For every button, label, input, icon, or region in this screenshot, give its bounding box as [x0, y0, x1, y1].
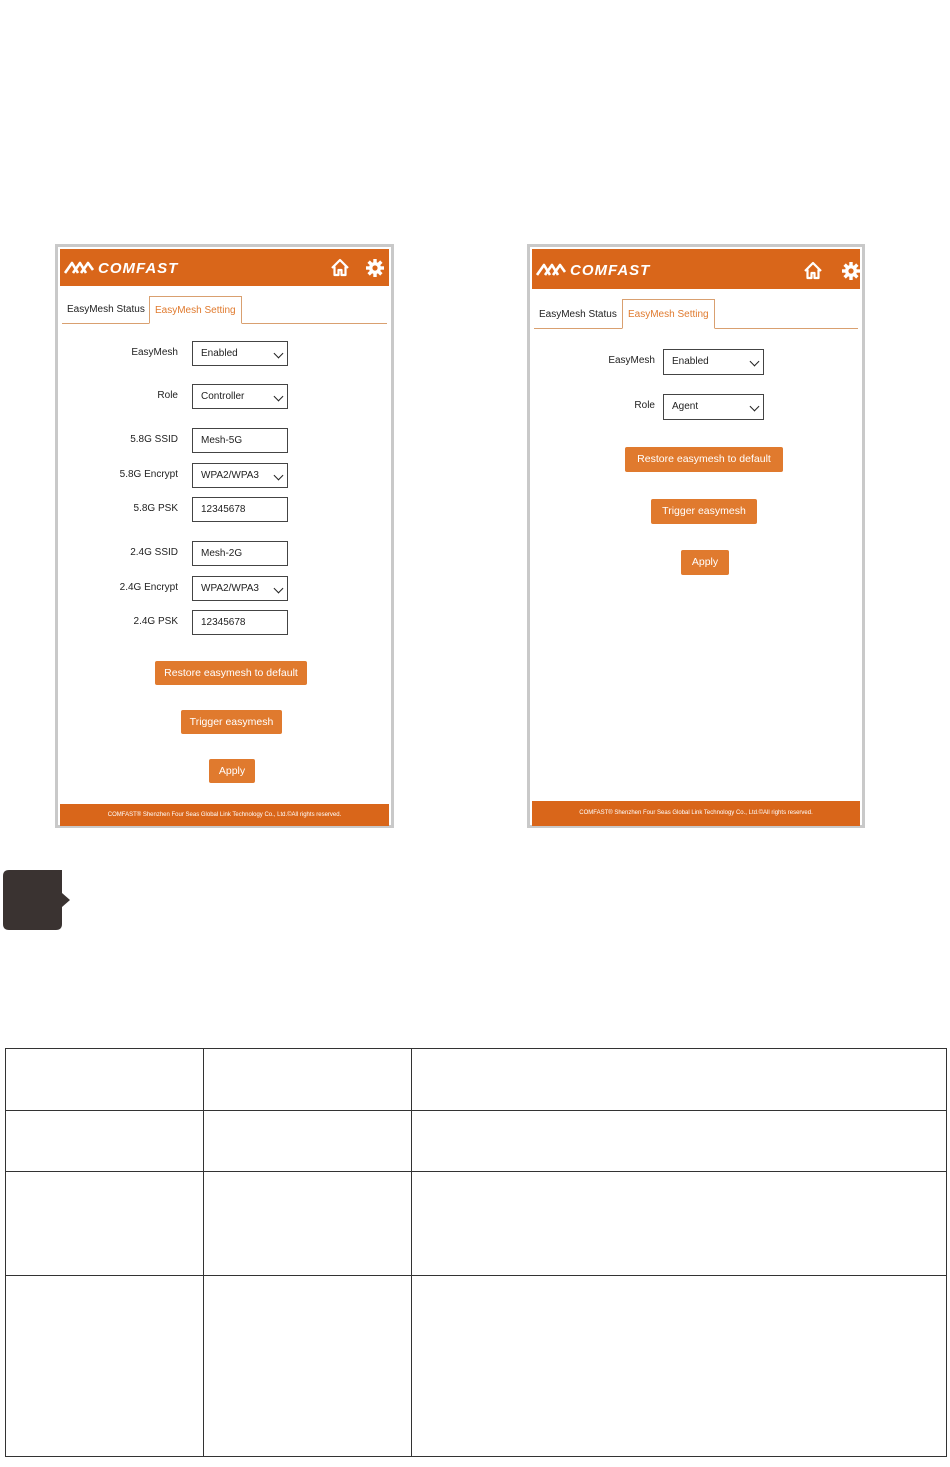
table-cell	[204, 1111, 412, 1172]
apply-button[interactable]: Apply	[209, 759, 255, 783]
table-row	[6, 1172, 947, 1276]
select-value: Enabled	[201, 348, 238, 359]
page-footer: COMFAST® Shenzhen Four Seas Global Link Technology Co., Ltd.©All rights reserved.	[532, 801, 860, 826]
form-row-easymesh	[530, 349, 868, 373]
field-label: 5.8G Encrypt	[119, 469, 178, 480]
psk-5g-input[interactable]: 12345678	[192, 497, 288, 522]
comfast-logo[interactable]	[536, 262, 650, 278]
field-label: 5.8G SSID	[130, 434, 178, 445]
tab-easymesh-status[interactable]: EasyMesh Status	[67, 304, 145, 315]
table-cell	[412, 1276, 947, 1457]
table-cell	[204, 1276, 412, 1457]
restore-default-button[interactable]: Restore easymesh to default	[625, 447, 783, 472]
field-label: EasyMesh	[131, 347, 178, 358]
chevron-down-icon	[750, 357, 760, 367]
ssid-2g-input[interactable]: Mesh-2G	[192, 541, 288, 566]
role-select[interactable]	[192, 384, 288, 409]
form-row-easymesh	[58, 341, 398, 365]
table-row	[6, 1276, 947, 1457]
form-row-5g-ssid	[58, 428, 398, 452]
brand-name: COMFAST	[98, 259, 179, 277]
field-label: 5.8G PSK	[133, 503, 178, 514]
home-icon[interactable]	[330, 258, 350, 278]
tab-easymesh-status[interactable]: EasyMesh Status	[539, 309, 617, 320]
select-value: WPA2/WPA3	[201, 470, 259, 481]
form-row-2g-psk	[58, 610, 398, 634]
form-row-2g-encrypt	[58, 576, 398, 600]
form-row-5g-psk	[58, 497, 398, 521]
panel-header	[532, 249, 860, 289]
table-row	[6, 1111, 947, 1172]
comfast-logo-mark	[64, 261, 94, 275]
table-cell	[6, 1276, 204, 1457]
psk-2g-input[interactable]: 12345678	[192, 610, 288, 635]
chevron-down-icon	[274, 584, 284, 594]
select-value: WPA2/WPA3	[201, 583, 259, 594]
table-cell	[6, 1111, 204, 1172]
role-select[interactable]	[663, 394, 764, 420]
form-row-role	[530, 394, 868, 418]
chevron-down-icon	[274, 471, 284, 481]
encrypt-2g-select[interactable]	[192, 576, 288, 601]
form-row-5g-encrypt	[58, 463, 398, 487]
select-value: Enabled	[672, 356, 709, 367]
table-cell	[412, 1111, 947, 1172]
table-cell	[204, 1172, 412, 1276]
ssid-5g-input[interactable]: Mesh-5G	[192, 428, 288, 453]
field-label: EasyMesh	[608, 355, 655, 366]
home-icon[interactable]	[803, 261, 823, 281]
encrypt-5g-select[interactable]	[192, 463, 288, 488]
table-cell	[6, 1049, 204, 1111]
apply-button[interactable]: Apply	[681, 550, 729, 575]
table-cell	[412, 1049, 947, 1111]
chevron-down-icon	[750, 402, 760, 412]
form-row-2g-ssid	[58, 541, 398, 565]
chevron-down-icon	[274, 349, 284, 359]
trigger-easymesh-button[interactable]: Trigger easymesh	[181, 710, 282, 734]
brand-name: COMFAST	[570, 261, 651, 279]
tab-bar	[62, 293, 387, 324]
easymesh-controller-panel	[55, 244, 394, 828]
parameter-table	[5, 1048, 947, 1457]
tab-easymesh-setting[interactable]: EasyMesh Setting	[149, 296, 242, 324]
table-row	[6, 1049, 947, 1111]
easymesh-select[interactable]	[192, 341, 288, 366]
table-cell	[412, 1172, 947, 1276]
field-label: Role	[634, 400, 655, 411]
easymesh-select[interactable]	[663, 349, 764, 375]
table-cell	[6, 1172, 204, 1276]
page-footer: COMFAST® Shenzhen Four Seas Global Link Technology Co., Ltd.©All rights reserved.	[60, 804, 389, 826]
select-value: Controller	[201, 391, 245, 402]
field-label: 2.4G PSK	[133, 616, 178, 627]
trigger-easymesh-button[interactable]: Trigger easymesh	[651, 499, 757, 524]
gear-icon[interactable]	[365, 258, 385, 278]
table-cell	[204, 1049, 412, 1111]
field-label: 2.4G SSID	[130, 547, 178, 558]
select-value: Agent	[672, 401, 699, 412]
field-label: Role	[157, 390, 178, 401]
section-marker-icon	[3, 870, 73, 930]
chevron-down-icon	[274, 392, 284, 402]
tab-bar	[534, 297, 858, 329]
easymesh-agent-panel	[527, 244, 865, 828]
comfast-logo-mark	[536, 263, 566, 277]
restore-default-button[interactable]: Restore easymesh to default	[155, 661, 307, 685]
gear-icon[interactable]	[841, 261, 861, 281]
comfast-logo[interactable]	[64, 260, 178, 276]
panel-header	[60, 249, 389, 286]
field-label: 2.4G Encrypt	[119, 582, 178, 593]
tab-easymesh-setting[interactable]: EasyMesh Setting	[622, 299, 715, 329]
form-row-role	[58, 384, 398, 408]
